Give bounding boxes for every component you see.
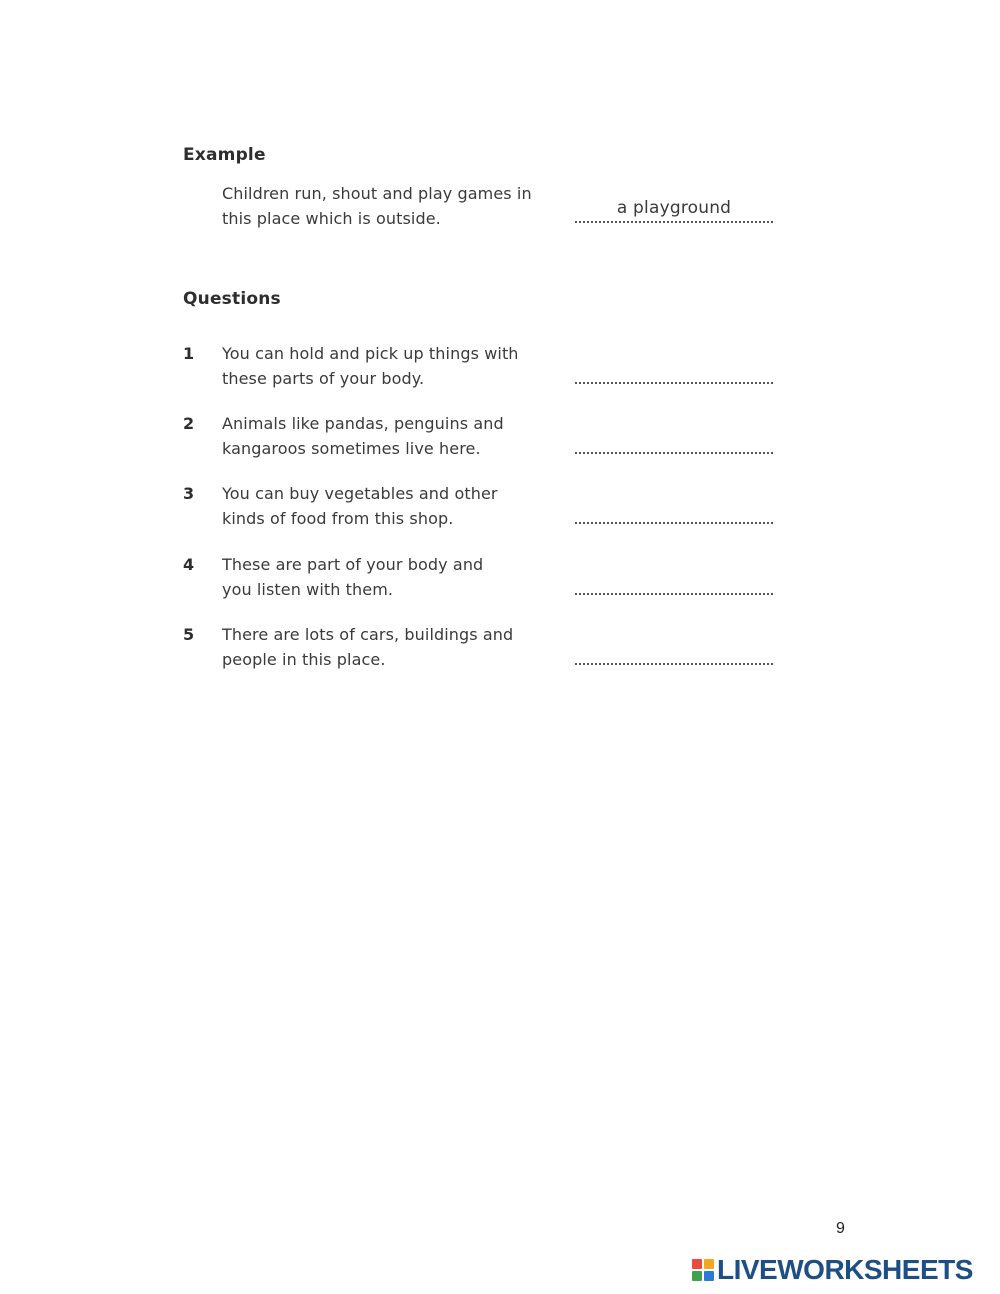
page-number: 9 [836,1220,845,1237]
question-row [183,555,783,615]
answer-field-2[interactable] [575,450,773,454]
logo-square-orange [704,1259,714,1269]
question-line-2: people in this place. [222,650,386,669]
answer-field-3[interactable] [575,520,773,524]
liveworksheets-brand[interactable] [692,1254,973,1286]
questions-heading: Questions [183,289,281,309]
logo-square-green [692,1271,702,1281]
logo-square-red [692,1259,702,1269]
question-number: 3 [183,484,195,503]
question-text [222,622,542,672]
logo-square-blue [704,1271,714,1281]
question-line-1: You can hold and pick up things with [222,344,519,363]
example-clue-line-2: this place which is outside. [222,209,441,228]
example-answer: a playground [616,198,732,218]
question-row [183,344,783,404]
question-line-1: These are part of your body and [222,555,484,574]
answer-field-1[interactable] [575,380,773,384]
question-row [183,414,783,474]
question-line-1: There are lots of cars, buildings and [222,625,514,644]
answer-field-4[interactable] [575,591,773,595]
question-row [183,625,783,685]
answer-field-5[interactable] [575,661,773,665]
example-clue [222,181,552,231]
example-clue-line-1: Children run, shout and play games in [222,184,532,203]
question-line-2: kangaroos sometimes live here. [222,439,481,458]
example-heading: Example [183,145,266,165]
question-number: 1 [183,344,195,363]
question-text [222,341,542,391]
liveworksheets-logo-icon [692,1259,714,1281]
example-answer-line [575,219,773,223]
question-line-2: kinds of food from this shop. [222,509,454,528]
question-line-2: you listen with them. [222,580,394,599]
question-row [183,484,783,544]
question-text [222,411,542,461]
question-line-1: You can buy vegetables and other [222,484,498,503]
question-text [222,552,542,602]
question-number: 5 [183,625,195,644]
question-number: 4 [183,555,195,574]
brand-wordmark: LIVEWORKSHEETS [717,1254,973,1285]
question-number: 2 [183,414,195,433]
question-line-2: these parts of your body. [222,369,425,388]
question-line-1: Animals like pandas, penguins and [222,414,504,433]
question-text [222,481,542,531]
